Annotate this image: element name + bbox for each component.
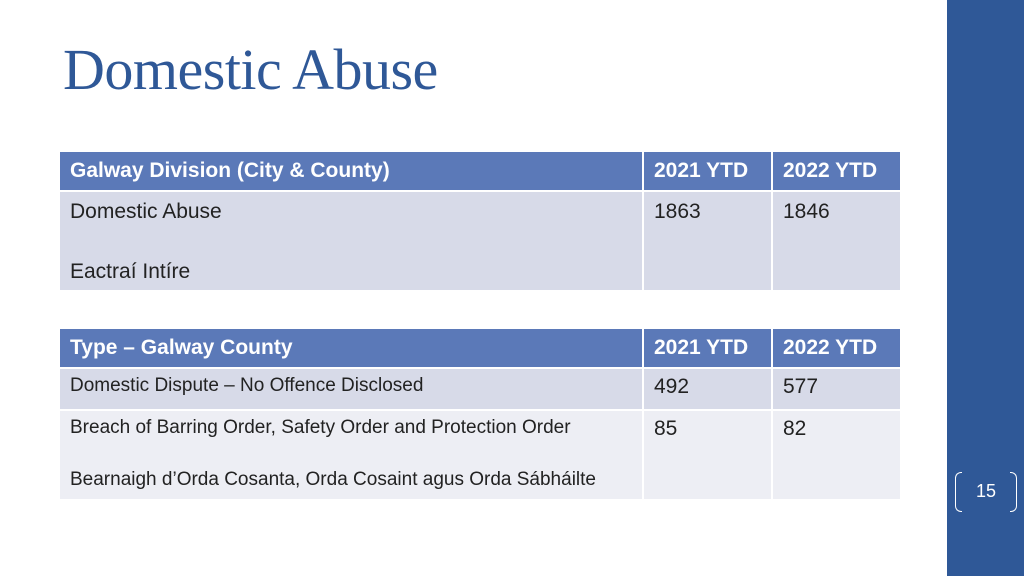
row-label: Breach of Barring Order, Safety Order and Protection Order xyxy=(70,417,571,438)
value-2021: 492 xyxy=(644,369,771,409)
header-cell: 2022 YTD xyxy=(773,329,900,367)
row-label-cell xyxy=(60,192,642,290)
value-2021: 85 xyxy=(644,411,771,499)
table-row xyxy=(60,192,900,290)
header-cell: 2022 YTD xyxy=(773,152,900,190)
table-header-row xyxy=(60,152,900,190)
table-row xyxy=(60,369,900,409)
table-row xyxy=(60,411,900,499)
value-2021: 1863 xyxy=(644,192,771,290)
value-2022: 82 xyxy=(773,411,900,499)
value-2022: 1846 xyxy=(773,192,900,290)
header-cell: 2021 YTD xyxy=(644,152,771,190)
value-2022: 577 xyxy=(773,369,900,409)
header-cell: Galway Division (City & County) xyxy=(60,152,642,190)
header-cell: Type – Galway County xyxy=(60,329,642,367)
page-number: 15 xyxy=(975,480,997,501)
type-table xyxy=(58,327,902,501)
header-cell: 2021 YTD xyxy=(644,329,771,367)
row-label-irish: Bearnaigh d’Orda Cosanta, Orda Cosaint agus Orda Sábháilte xyxy=(70,469,596,490)
row-label: Domestic Abuse xyxy=(70,200,222,223)
row-label-irish: Eactraí Intíre xyxy=(70,260,191,283)
table-header-row xyxy=(60,329,900,367)
row-label: Domestic Dispute – No Offence Disclosed xyxy=(60,369,642,409)
page-title: Domestic Abuse xyxy=(63,37,438,102)
division-table xyxy=(58,150,902,292)
row-label-cell xyxy=(60,411,642,499)
